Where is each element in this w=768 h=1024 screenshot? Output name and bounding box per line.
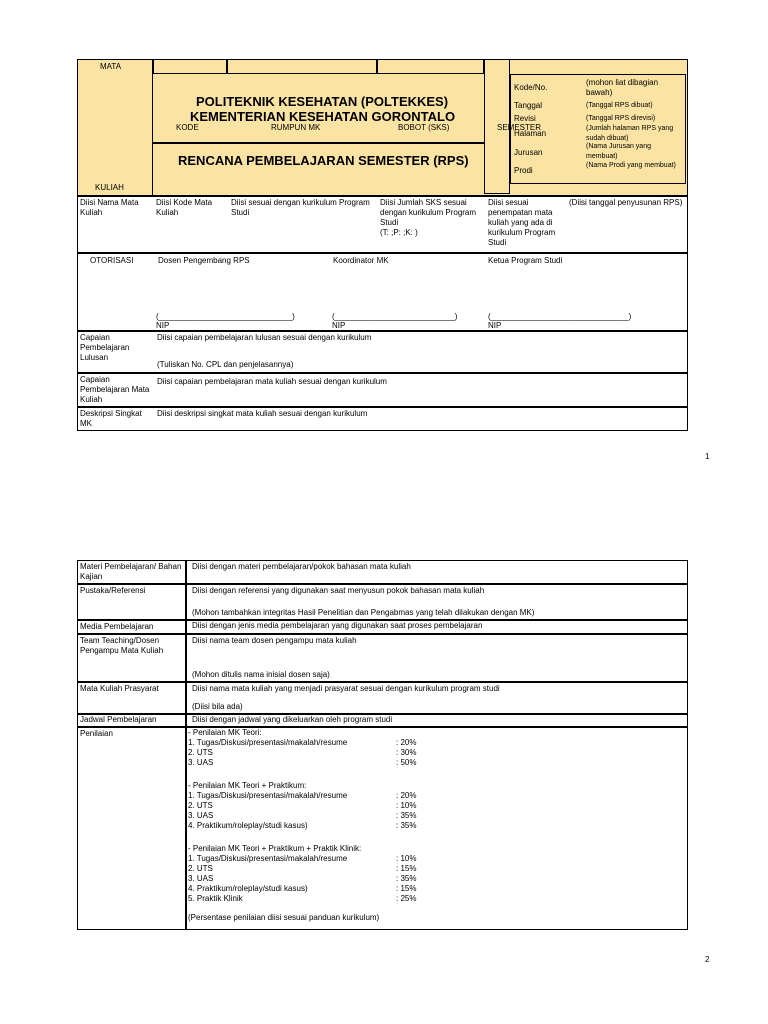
info-value: (Jumlah halaman RPS yang sudah dibuat)	[586, 125, 674, 142]
assessment-group-header: - Penilaian MK Teori + Praktikum + Praktik Klinik:	[188, 844, 362, 853]
info-value: (Nama Prodi yang membuat)	[586, 162, 676, 169]
row-value: Diisi dengan referensi yang digunakan saat menyusun pokok bahasan mata kuliah	[192, 586, 485, 595]
row-value: Diisi dengan materi pembelajaran/pokok bahasan mata kuliah	[192, 562, 411, 571]
col-divider	[185, 560, 187, 930]
assessment-weight: : 20%	[396, 791, 417, 800]
assessment-weight: : 15%	[396, 884, 417, 893]
signature-line: (___________________________)	[332, 312, 458, 321]
row-key: Capaian Pembelajaran Lulusan	[80, 333, 130, 362]
info-label: Tanggal	[514, 101, 543, 110]
course-semester: Diisi sesuai penempatan mata kuliah yang ada di kurikulum Program Studi	[488, 198, 556, 247]
mata-cell	[77, 59, 153, 196]
row-key: Media Pembelajaran	[80, 622, 154, 631]
assessment-weight: : 15%	[396, 864, 417, 873]
col-kode: KODE	[176, 123, 199, 132]
col-bobot: BOBOT (SKS)	[398, 123, 450, 132]
hdr-divider	[153, 142, 484, 144]
row-note: (Diisi bila ada)	[192, 702, 243, 711]
mata-label: MATA	[100, 62, 122, 71]
hdr-line	[153, 59, 227, 74]
course-name: Diisi Nama Mata Kuliah	[80, 198, 139, 217]
row-key: Mata Kuliah Prasyarat	[80, 684, 159, 693]
assessment-weight: : 10%	[396, 801, 417, 810]
assessment-weight: : 35%	[396, 874, 417, 883]
row-value: Diisi dengan jadwal yang dikeluarkan oleh program studi	[192, 715, 393, 724]
assessment-weight: : 25%	[396, 894, 417, 903]
assessment-item: 1. Tugas/Diskusi/presentasi/makalah/resume	[188, 854, 348, 863]
assessment-weight: : 35%	[396, 811, 417, 820]
assessment-item: 1. Tugas/Diskusi/presentasi/makalah/resume	[188, 738, 348, 747]
row-key: Jadwal Pembelajaran	[80, 715, 157, 724]
row-key: Capaian Pembelajaran Mata Kuliah	[80, 375, 150, 404]
info-label: Halaman	[514, 129, 547, 138]
assessment-item: 3. UAS	[188, 758, 214, 767]
col-semester: SEMESTER	[497, 123, 542, 132]
info-label: Prodi	[514, 166, 533, 175]
assessment-weight: : 10%	[396, 854, 417, 863]
info-value: (Tanggal RPS dibuat)	[586, 102, 653, 109]
assessment-item: 1. Tugas/Diskusi/presentasi/makalah/resume	[188, 791, 348, 800]
assessment-weight: : 35%	[396, 821, 417, 830]
page-number: 2	[705, 955, 710, 964]
assessment-item: 3. UAS	[188, 874, 214, 883]
assessment-weight: : 30%	[396, 748, 417, 757]
assessment-row	[77, 727, 688, 930]
col-rumpun: RUMPUN MK	[271, 123, 321, 132]
assessment-group-header: - Penilaian MK Teori + Praktikum:	[188, 781, 307, 790]
info-label: Kode/No.	[514, 83, 548, 92]
info-label: Jurusan	[514, 148, 543, 157]
course-date: (Diisi tanggal penyusunan RPS)	[569, 198, 683, 207]
assessment-item: 2. UTS	[188, 801, 213, 810]
row-note: (Tuliskan No. CPL dan penjelasannya)	[157, 360, 294, 369]
signature-line: (______________________________)	[156, 312, 295, 321]
assessment-item: 2. UTS	[188, 864, 213, 873]
row-key: Penilaian	[80, 729, 113, 738]
kuliah-label: KULIAH	[95, 183, 124, 192]
signature-line: (_______________________________)	[488, 312, 632, 321]
assessment-item: 2. UTS	[188, 748, 213, 757]
row-key: Team Teaching/Dosen Pengampu Mata Kuliah	[80, 636, 164, 655]
assessment-note: (Persentase penilaian diisi sesuai panduan kurikulum)	[188, 913, 380, 922]
row-key: Pustaka/Referensi	[80, 586, 146, 595]
course-credits: Diisi Jumlah SKS sesuai dengan kurikulum Program Studi (T: ;P: ;K: )	[380, 198, 477, 237]
ministry-title: KEMENTERIAN KESEHATAN GORONTALO	[190, 109, 456, 124]
assessment-item: 4. Praktikum/roleplay/studi kasus)	[188, 821, 308, 830]
assessment-item: 5. Praktik Klinik	[188, 894, 243, 903]
nip-label: NIP	[156, 321, 170, 330]
row-value: Diisi nama team dosen pengampu mata kuliah	[192, 636, 357, 645]
row-key: Materi Pembelajaran/ Bahan Kajian	[80, 562, 182, 581]
row-value: Diisi capaian pembelajaran lulusan sesuai dengan kurikulum	[157, 333, 372, 342]
row-note: (Mohon ditulis nama inisial dosen saja)	[192, 670, 330, 679]
hdr-line	[227, 59, 377, 74]
row-note: (Mohon tambahkan integritas Hasil Penelitian dan Pengabmas yang telah dilakukan dengan MK)	[192, 608, 535, 617]
nip-label: NIP	[488, 321, 502, 330]
info-label: Revisi	[514, 114, 536, 123]
assessment-item: 3. UAS	[188, 811, 214, 820]
auth-head: Ketua Program Studi	[488, 256, 563, 265]
course-cluster: Diisi sesuai dengan kurikulum Program Studi	[231, 198, 370, 217]
authorization-label: OTORISASI	[90, 256, 134, 265]
page-number: 1	[705, 452, 710, 461]
info-value: (Tanggal RPS direvisi)	[586, 115, 656, 122]
row-value: Diisi deskripsi singkat mata kuliah sesuai dengan kurikulum	[157, 409, 368, 418]
document-title: RENCANA PEMBELAJARAN SEMESTER (RPS)	[178, 153, 469, 168]
row-value: Diisi capaian pembelajaran mata kuliah sesuai dengan kurikulum	[157, 377, 387, 386]
assessment-weight: : 50%	[396, 758, 417, 767]
assessment-item: 4. Praktikum/roleplay/studi kasus)	[188, 884, 308, 893]
institution-title: POLITEKNIK KESEHATAN (POLTEKKES)	[196, 94, 449, 109]
nip-label: NIP	[332, 321, 346, 330]
row-key: Deskripsi Singkat MK	[80, 409, 142, 428]
auth-developer: Dosen Pengembang RPS	[158, 256, 250, 265]
auth-coordinator: Koordinator MK	[333, 256, 389, 265]
hdr-line	[377, 59, 484, 74]
assessment-weight: : 20%	[396, 738, 417, 747]
row-value: Diisi nama mata kuliah yang menjadi prasyarat sesuai dengan kurikulum program studi	[192, 684, 500, 693]
assessment-group-header: - Penilaian MK Teori:	[188, 728, 262, 737]
course-code: Diisi Kode Mata Kuliah	[156, 198, 213, 217]
row-value: Diisi dengan jenis media pembelajaran yang digunakan saat proses pembelajaran	[192, 621, 483, 630]
info-value: (mohon liat dibagian bawah)	[586, 78, 659, 97]
info-value: (Nama Jurusan yang membuat)	[586, 143, 651, 160]
